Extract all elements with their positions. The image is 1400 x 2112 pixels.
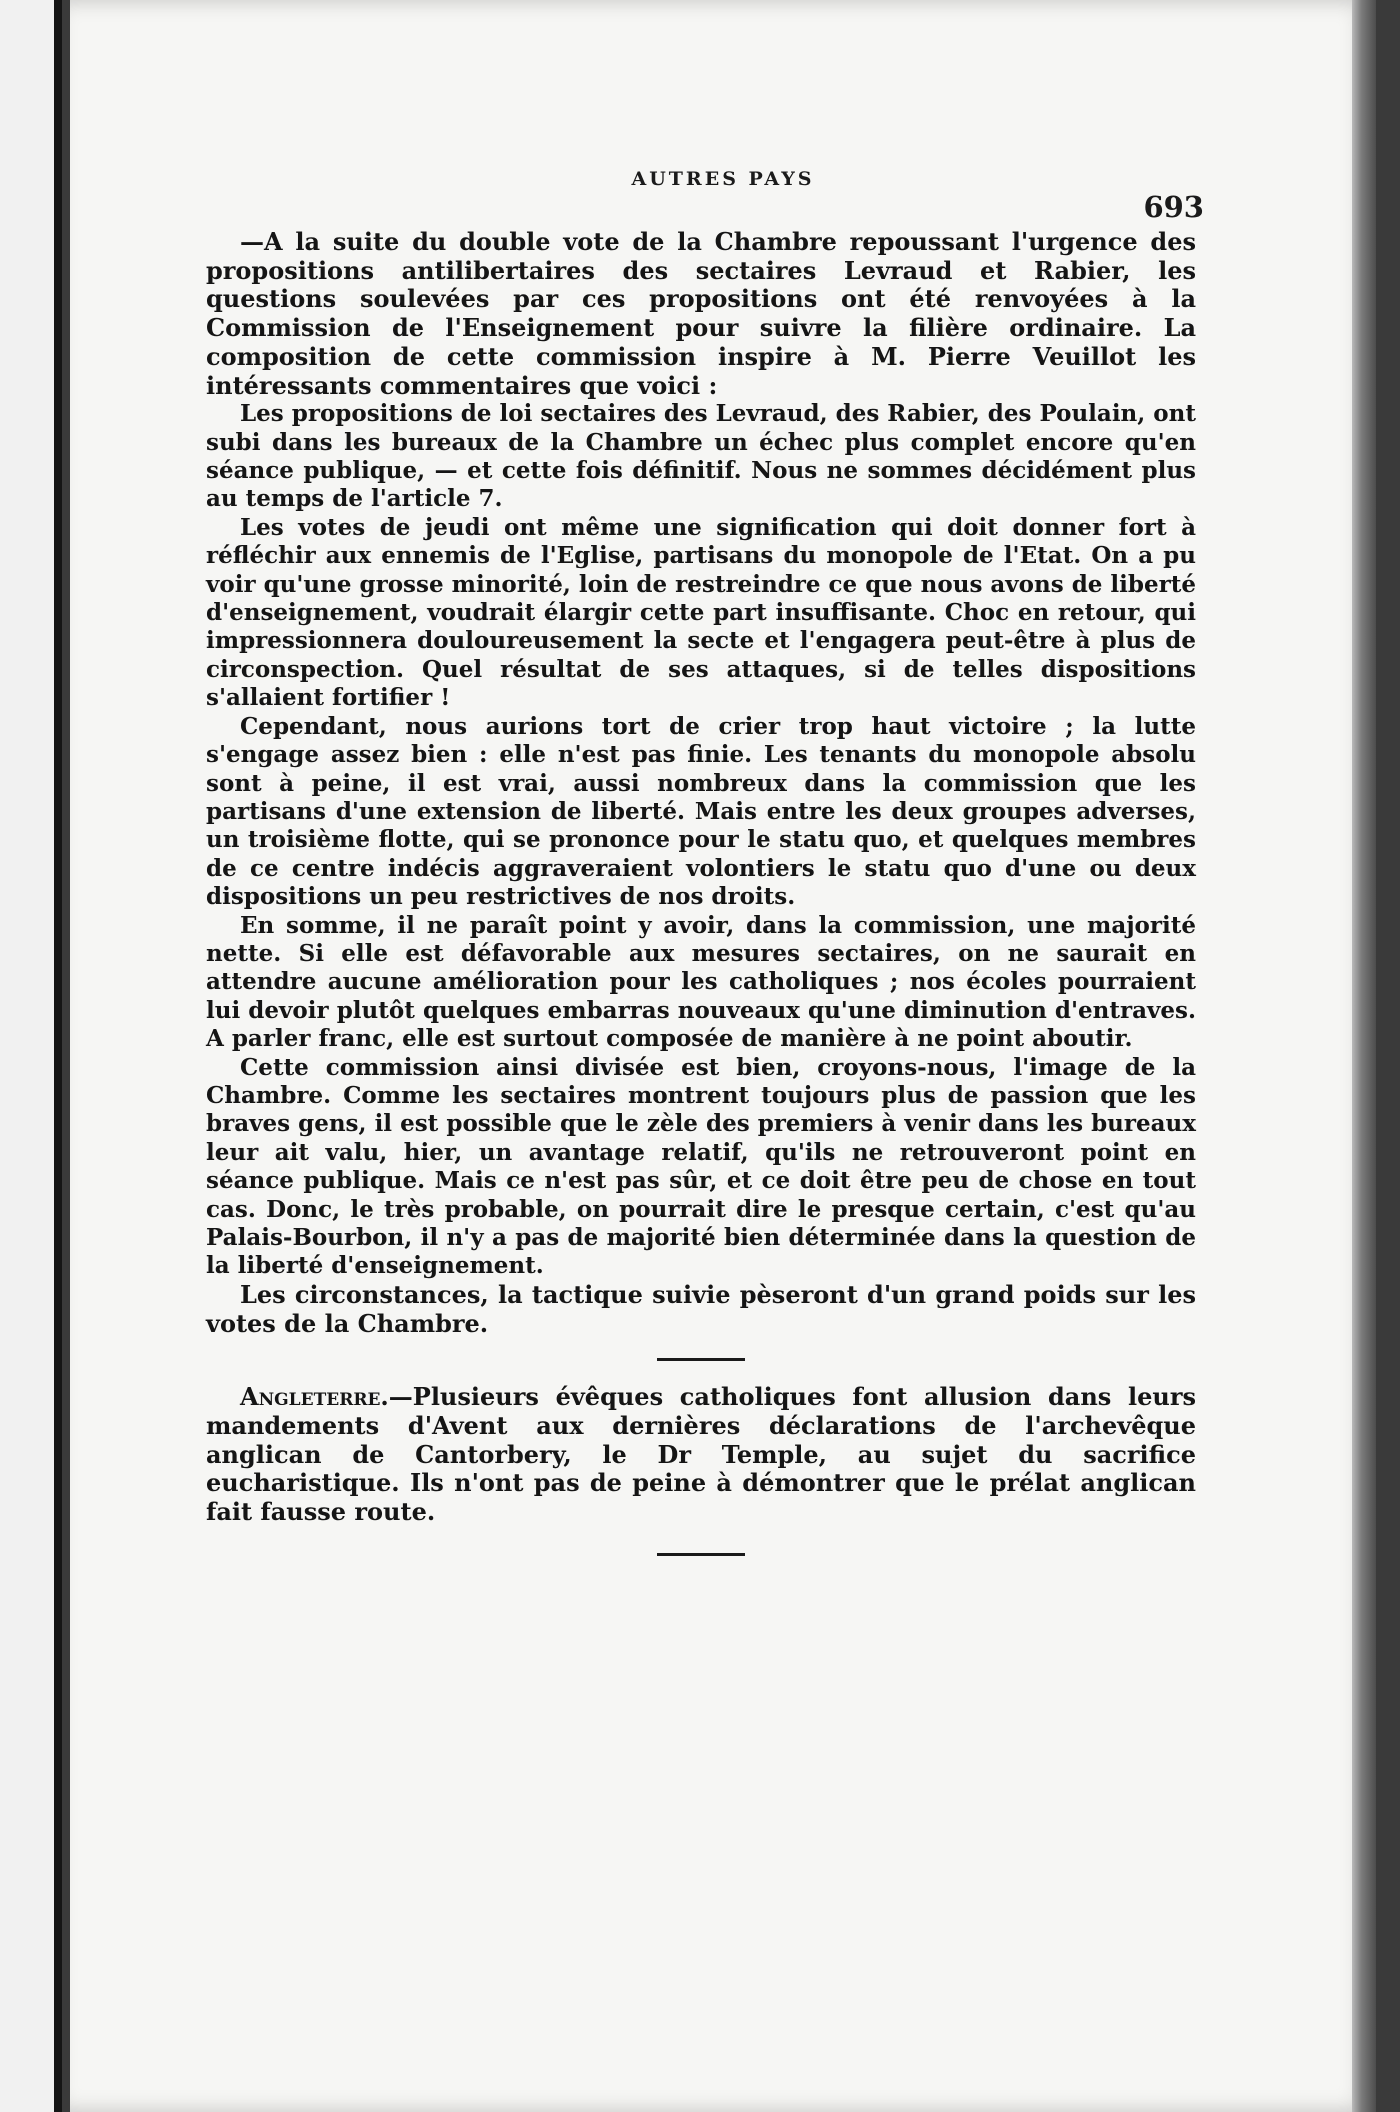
angleterre-text: —Plusieurs évêques catholiques font allusion dans leurs mandements d'Avent aux dernières déclarations de l'archevêque anglican de Cantorbery, le Dr Temple, au sujet du sacrifice eucharistique. Ils n'ont pas de peine à démontrer que le prélat anglican fait fausse route. <box>206 1382 1196 1527</box>
quoted-paragraph: Cependant, nous aurions tort de crier trop haut victoire ; la lutte s'engage assez bien : elle n'est pas finie. Les tenants du monopole absolu sont à peine, il est vrai, aussi nombreux dans la commission que les partisans d'une extension de liberté. Mais entre les deux groupes adverses, un troisième flotte, qui se prononce pour le statu quo, et quelques membres de ce centre indécis aggraveraient volontiers le statu quo d'une ou deux dispositions un peu restrictives de nos droits. <box>206 712 1196 911</box>
section-divider <box>657 1553 745 1556</box>
running-head: AUTRES PAYS <box>631 168 815 190</box>
quoted-paragraph: En somme, il ne paraît point y avoir, dans la commission, une majorité nette. Si elle est défavorable aux mesures sectaires, on ne saurait en attendre aucune amélioration pour les catholiques ; nos écoles pourraient lui devoir plutôt quelques embarras nouveaux qu'une diminution d'entraves. A parler franc, elle est surtout composée de manière à ne point aboutir. <box>206 911 1196 1053</box>
quoted-paragraph: Les votes de jeudi ont même une signification qui doit donner fort à réfléchir aux ennemis de l'Eglise, partisans du monopole de l'Etat. On a pu voir qu'une grosse minorité, loin de restreindre ce que nous avons de liberté d'enseignement, voudrait élargir cette part insuffisante. Choc en retour, qui impressionnera douloureusement la secte et l'engagera peut-être à plus de circonspection. Quel résultat de ses attaques, si de telles dispositions s'allaient fortifier ! <box>206 513 1196 712</box>
facing-page-edge <box>0 0 62 2112</box>
page-number: 693 <box>1143 190 1204 224</box>
quoted-paragraph: Les propositions de loi sectaires des Levraud, des Rabier, des Poulain, ont subi dans les bureaux de la Chambre un échec plus complet encore qu'en séance publique, — et cette fois définitif. Nous ne sommes décidément plus au temps de l'article 7. <box>206 400 1196 513</box>
section-divider <box>657 1358 745 1361</box>
intro-paragraph: —A la suite du double vote de la Chambre repoussant l'urgence des propositions antilibertaires des sectaires Levraud et Rabier, les questions soulevées par ces propositions ont été renvoyées à la Commission de l'Enseignement pour suivre la filière ordinaire. La composition de cette commission inspire à M. Pierre Veuillot les intéressants commentaires que voici : <box>206 227 1196 400</box>
angleterre-heading: Angleterre. <box>240 1382 389 1412</box>
page-gutter-edge <box>1352 0 1376 2112</box>
angleterre-paragraph <box>206 1383 1196 1527</box>
quoted-paragraph: Cette commission ainsi divisée est bien, croyons-nous, l'image de la Chambre. Comme les sectaires montrent toujours plus de passion que les braves gens, il est possible que le zèle des premiers à venir dans les bureaux leur ait valu, hier, un avantage relatif, qu'ils ne retrouveront point en séance publique. Mais ce n'est pas sûr, et ce doit être peu de chose en tout cas. Donc, le très probable, on pourrait dire le presque certain, c'est qu'au Palais-Bourbon, il n'y a pas de majorité bien déterminée dans la question de la liberté d'enseignement. <box>206 1053 1196 1280</box>
book-page <box>70 0 1376 2112</box>
closing-paragraph: Les circonstances, la tactique suivie pèseront d'un grand poids sur les votes de la Chambre. <box>206 1279 1196 1338</box>
article-body <box>206 228 1196 1578</box>
